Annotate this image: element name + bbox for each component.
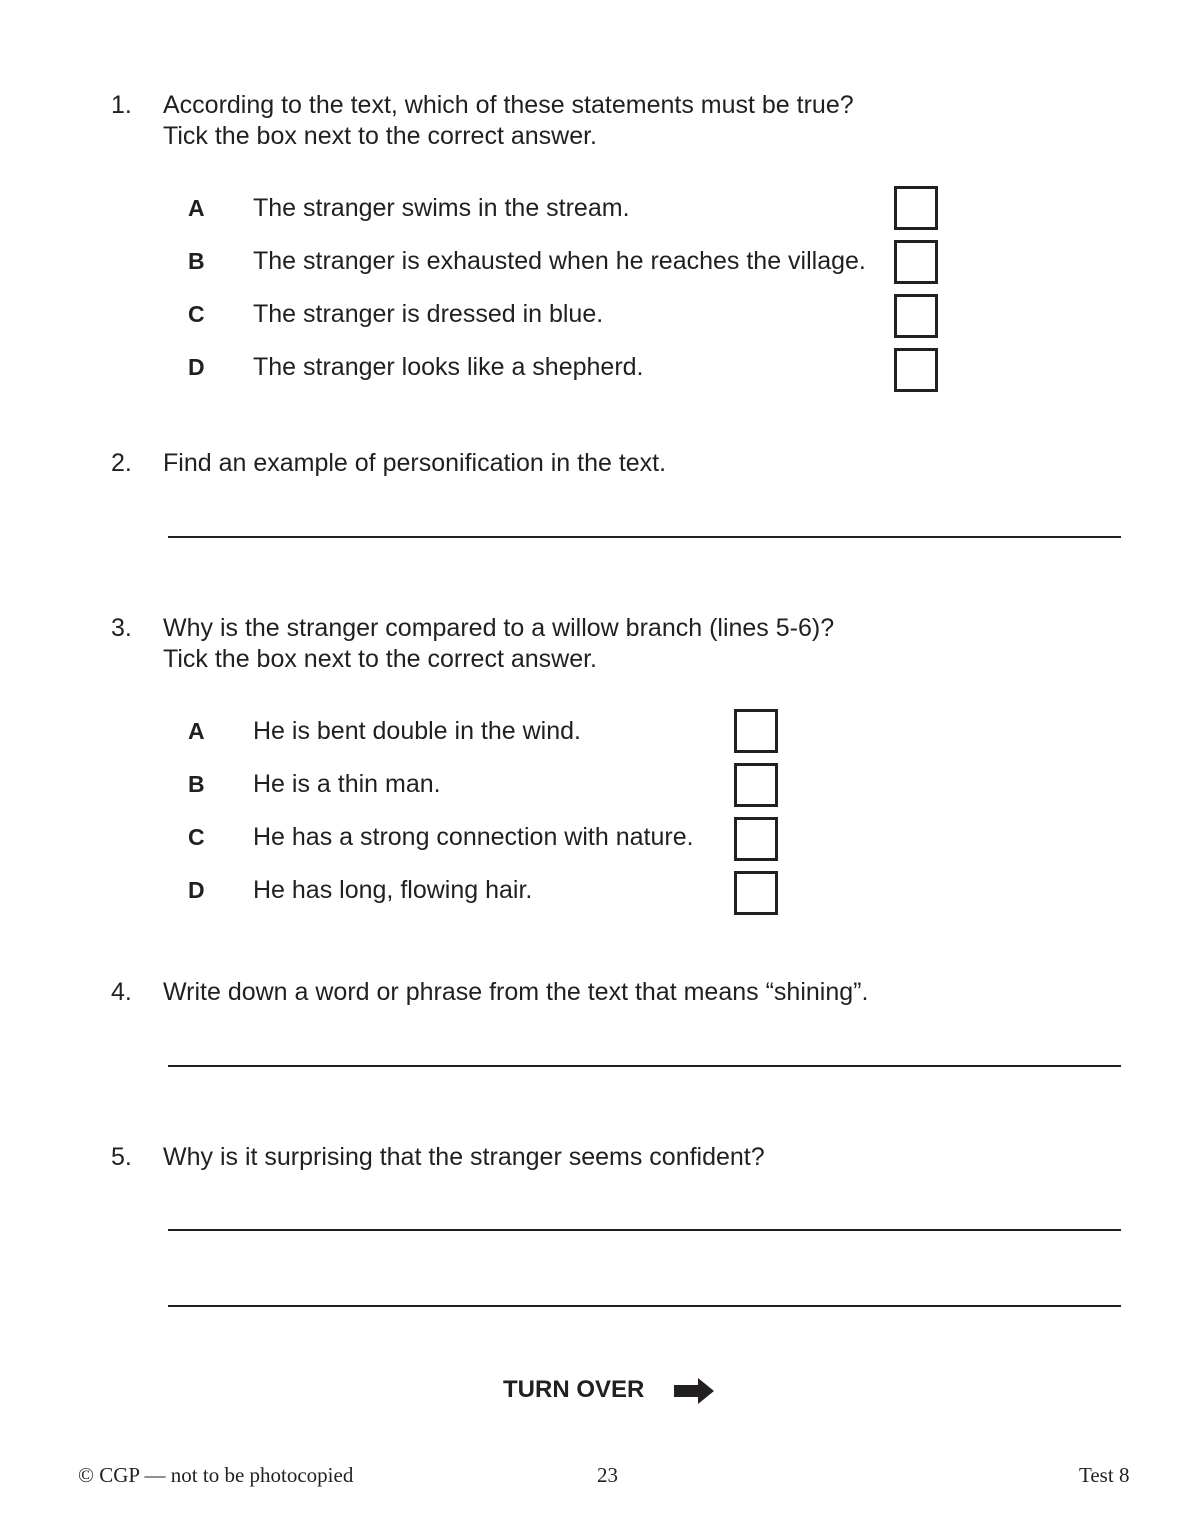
option-text-c: He has a strong connection with nature. xyxy=(253,823,694,851)
answer-line-2[interactable] xyxy=(168,1305,1121,1307)
question-text: According to the text, which of these statements must be true? xyxy=(163,91,854,119)
copyright-notice: © CGP — not to be photocopied xyxy=(78,1463,354,1487)
answer-line[interactable] xyxy=(168,536,1121,538)
tick-box-a[interactable] xyxy=(734,709,778,753)
option-text-a: He is bent double in the wind. xyxy=(253,717,581,745)
option-text-d: He has long, flowing hair. xyxy=(253,876,533,904)
turn-over-label: TURN OVER xyxy=(503,1376,645,1403)
question-instruction: Tick the box next to the correct answer. xyxy=(163,122,597,150)
tick-box-b[interactable] xyxy=(734,763,778,807)
tick-box-c[interactable] xyxy=(734,817,778,861)
tick-box-d[interactable] xyxy=(734,871,778,915)
option-text-c: The stranger is dressed in blue. xyxy=(253,300,604,328)
question-number: 1. xyxy=(111,91,132,119)
tick-box-c[interactable] xyxy=(894,294,938,338)
option-letter-c: C xyxy=(188,824,205,850)
option-letter-d: D xyxy=(188,877,205,903)
tick-box-a[interactable] xyxy=(894,186,938,230)
option-letter-b: B xyxy=(188,248,205,274)
tick-box-b[interactable] xyxy=(894,240,938,284)
option-letter-a: A xyxy=(188,195,205,221)
tick-box-d[interactable] xyxy=(894,348,938,392)
question-text: Why is it surprising that the stranger seems confident? xyxy=(163,1143,765,1171)
question-number: 4. xyxy=(111,978,132,1006)
option-letter-a: A xyxy=(188,718,205,744)
option-text-b: He is a thin man. xyxy=(253,770,441,798)
option-letter-c: C xyxy=(188,301,205,327)
question-text: Why is the stranger compared to a willow branch (lines 5-6)? xyxy=(163,614,835,642)
question-text: Write down a word or phrase from the text that means “shining”. xyxy=(163,978,869,1006)
answer-line[interactable] xyxy=(168,1065,1121,1067)
question-text: Find an example of personification in the text. xyxy=(163,449,667,477)
question-number: 2. xyxy=(111,449,132,477)
question-number: 3. xyxy=(111,614,132,642)
right-arrow-icon xyxy=(672,1377,716,1405)
option-text-a: The stranger swims in the stream. xyxy=(253,194,630,222)
option-letter-d: D xyxy=(188,354,205,380)
question-instruction: Tick the box next to the correct answer. xyxy=(163,645,597,673)
option-text-d: The stranger looks like a shepherd. xyxy=(253,353,644,381)
option-letter-b: B xyxy=(188,771,205,797)
test-label: Test 8 xyxy=(1079,1463,1130,1487)
option-text-b: The stranger is exhausted when he reaches the village. xyxy=(253,247,866,275)
answer-line-1[interactable] xyxy=(168,1229,1121,1231)
page-number: 23 xyxy=(597,1463,618,1487)
question-number: 5. xyxy=(111,1143,132,1171)
